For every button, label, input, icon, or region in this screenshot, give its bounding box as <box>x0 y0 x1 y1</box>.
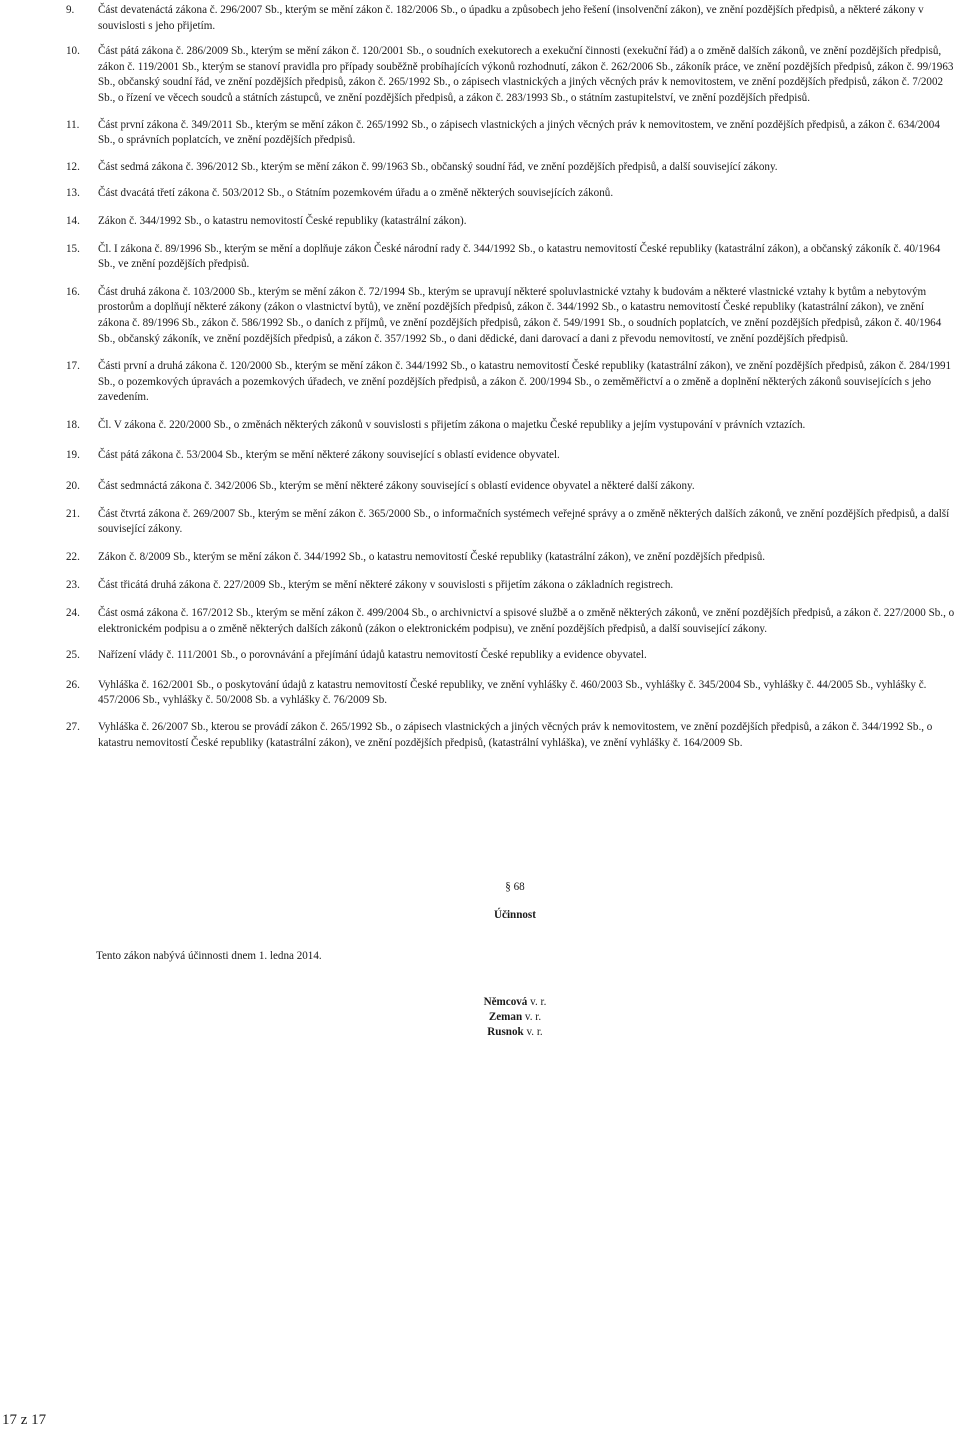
list-item <box>66 186 958 202</box>
item-number: 27. <box>66 721 80 733</box>
repealed-laws-list <box>66 3 958 751</box>
item-text: Nařízení vlády č. 111/2001 Sb., o porovnávání a přejímání údajů katastru nemovitostí České republiky a evidence obyvatel. <box>98 649 647 662</box>
item-text: Části první a druhá zákona č. 120/2000 Sb., kterým se mění zákon č. 344/1992 Sb., o katastru nemovitostí České republiky (katastrální zákon), ve znění pozdějších předpisů, zákon č. 284/1991 Sb., o pozemkových úpravách a pozemkových úřadech, ve znění pozdějších předpisů, a zákon č. 200/1994 Sb., o zeměměřictví a o změně a doplnění některých zákonů souvisejících s jeho zavedením. <box>98 360 952 404</box>
section-heading <box>440 880 590 923</box>
item-text: Část první zákona č. 349/2011 Sb., kterým se mění zákon č. 265/1992 Sb., o zápisech vlastnických a jiných věcných práv k nemovitostem, ve znění pozdějších předpisů, a zákon č. 634/2004 Sb., o správních poplatcích, ve znění pozdějších předpisů. <box>98 118 940 147</box>
item-text: Část pátá zákona č. 53/2004 Sb., kterým se mění některé zákony související s oblastí evidence obyvatel. <box>98 449 560 462</box>
item-number: 16. <box>66 285 80 298</box>
item-number: 11. <box>66 118 80 131</box>
item-text: Část osmá zákona č. 167/2012 Sb., kterým se mění zákon č. 499/2004 Sb., o archivnictví a spisové službě a o změně některých zákonů, ve znění pozdějších předpisů, a zákon č. 227/2000 Sb., o elektronickém podpisu a o změně některých dalších zákonů (zákon o elektronickém podpisu), ve znění pozdějších předpisů, a další související zákony. <box>98 607 955 635</box>
item-number: 25. <box>66 649 80 662</box>
item-text: Část devatenáctá zákona č. 296/2007 Sb., kterým se mění zákon č. 182/2006 Sb., o úpadku a způsobech jeho řešení (insolvenční zákon), ve znění pozdějších předpisů, a některé zákony v souvislosti s jeho přijetím. <box>98 4 924 32</box>
item-text: Vyhláška č. 162/2001 Sb., o poskytování údajů z katastru nemovitostí České republiky, ve znění vyhlášky č. 460/2003 Sb., vyhlášky č. 345/2004 Sb., vyhlášky č. 44/2005 Sb., vyhlášky č. 457/2006 Sb., vyhlášky č. 50/2008 Sb. a vyhlášky č. 76/2009 Sb. <box>98 678 927 707</box>
list-item <box>66 720 958 751</box>
item-text: Část sedmá zákona č. 396/2012 Sb., kterým se mění zákon č. 99/1963 Sb., občanský soudní řád, ve znění pozdějších předpisů, a další související zákony. <box>98 160 778 173</box>
item-text: Část čtvrtá zákona č. 269/2007 Sb., kterým se mění zákon č. 365/2000 Sb., o informačních systémech veřejné správy a o změně některých dalších zákonů, ve znění pozdějších předpisů, a další související zákony. <box>98 507 950 536</box>
list-item <box>66 678 958 709</box>
item-text: Část třicátá druhá zákona č. 227/2009 Sb., kterým se mění některé zákony v souvislosti s přijetím zákona o základních registrech. <box>98 579 674 592</box>
signatory-name: Zeman <box>488 1011 523 1023</box>
signatures-block <box>430 995 600 1040</box>
page-number: 17 z 17 <box>2 1412 47 1428</box>
list-item <box>66 214 958 230</box>
item-text: Část druhá zákona č. 103/2000 Sb., kterým se mění zákon č. 72/1994 Sb., kterým se upravují některé spoluvlastnické vztahy k budovám a některé vlastnické vztahy k bytům a nebytovým prostorům a doplňují některé zákony (zákon o vlastnictví bytů), ve znění pozdějších předpisů, zákon č. 344/1992 Sb., o katastru nemovitostí České republiky (katastrální zákon), ve znění zákona č. 89/1996 Sb., zákon č. 586/1992 Sb., o daních z příjmů, ve znění pozdějších předpisů, zákon č. 549/1991 Sb., o soudních poplatcích, ve znění pozdějších předpisů, zákon č. 40/1964 Sb., občanský zákoník, ve znění pozdějších předpisů, a zákon č. 357/1992 Sb., o dani dědické, dani darovací a dani z převodu nemovitostí, ve znění pozdějších předpisů. <box>98 285 942 345</box>
item-text: Část dvacátá třetí zákona č. 503/2012 Sb., o Státním pozemkovém úřadu a o změně některých souvisejících zákonů. <box>98 187 614 200</box>
item-number: 20. <box>66 480 80 493</box>
item-number: 24. <box>66 607 80 620</box>
signature-suffix: v. r. <box>523 1026 543 1038</box>
item-text: Vyhláška č. 26/2007 Sb., kterou se provádí zákon č. 265/1992 Sb., o zápisech vlastnických a jiných věcných práv k nemovitostem, ve znění pozdějších předpisů, a zákon č. 344/1992 Sb., o katastru nemovitostí České republiky (katastrální zákon), ve znění pozdějších předpisů, (katastrální vyhláška), ve znění vyhlášky č. 164/2009 Sb. <box>98 721 933 749</box>
list-item <box>66 606 958 637</box>
item-text: Zákon č. 8/2009 Sb., kterým se mění zákon č. 344/1992 Sb., o katastru nemovitostí České republiky (katastrální zákon), ve znění pozdějších předpisů. <box>98 550 766 563</box>
signature <box>430 1025 600 1040</box>
list-item <box>66 648 958 664</box>
section-title: Účinnost <box>494 909 536 921</box>
section-number: § 68 <box>505 881 525 893</box>
signature-suffix: v. r. <box>522 1011 542 1023</box>
list-item <box>66 285 958 347</box>
item-number: 13. <box>66 187 80 200</box>
list-item <box>66 44 958 106</box>
item-number: 19. <box>66 449 80 462</box>
item-number: 10. <box>66 45 80 58</box>
list-item <box>66 479 958 495</box>
list-item <box>66 118 958 149</box>
item-number: 23. <box>66 579 80 592</box>
list-item <box>66 359 958 406</box>
signature <box>430 1010 600 1025</box>
item-number: 17. <box>66 360 80 373</box>
item-text: Čl. V zákona č. 220/2000 Sb., o změnách některých zákonů v souvislosti s přijetím zákona o majetku České republiky a jejím vystupování v právních vztazích. <box>98 418 806 431</box>
list-item <box>66 448 958 464</box>
item-number: 15. <box>66 242 80 255</box>
list-item <box>66 160 958 176</box>
item-number: 9. <box>66 4 75 16</box>
list-item <box>66 578 958 594</box>
item-number: 14. <box>66 214 80 227</box>
signature <box>430 995 600 1010</box>
item-text: Část pátá zákona č. 286/2009 Sb., kterým se mění zákon č. 120/2001 Sb., o soudních exekutorech a exekuční činnosti (exekuční řád) a o změně dalších zákonů, ve znění pozdějších předpisů, zákon č. 119/2001 Sb., kterým se stanoví pravidla pro případy souběžně probíhajících výkonů rozhodnutí, zákon č. 262/2006 Sb., zákoník práce, ve znění pozdějších předpisů, zákon č. 99/1963 Sb., občanský soudní řád, ve znění pozdějších předpisů, zákon č. 265/1992 Sb., o zápisech vlastnických a jiných věcných práv k nemovitostem, ve znění pozdějších předpisů, zákon č. 7/2002 Sb., o řízení ve věcech soudců a státních zástupců, ve znění pozdějších předpisů, a zákon č. 283/1993 Sb., o státním zastupitelství, ve znění pozdějších předpisů. <box>98 45 954 104</box>
list-item <box>66 3 958 34</box>
item-number: 18. <box>66 418 80 431</box>
list-item <box>66 242 958 273</box>
item-text: Část sedmnáctá zákona č. 342/2006 Sb., kterým se mění některé zákony související s oblastí evidence obyvatel a některé další zákony. <box>98 480 695 493</box>
item-number: 26. <box>66 678 80 691</box>
item-text: Zákon č. 344/1992 Sb., o katastru nemovitostí České republiky (katastrální zákon). <box>98 214 467 227</box>
list-item <box>66 550 958 566</box>
item-number: 22. <box>66 550 80 563</box>
item-number: 21. <box>66 507 80 520</box>
item-number: 12. <box>66 160 80 173</box>
list-item <box>66 507 958 538</box>
effective-date-text: Tento zákon nabývá účinnosti dnem 1. ledna 2014. <box>96 950 322 962</box>
item-text: Čl. I zákona č. 89/1996 Sb., kterým se mění a doplňuje zákon České národní rady č. 344/1992 Sb., o katastru nemovitostí České republiky (katastrální zákon), a občanský zákoník č. 40/1964 Sb., ve znění pozdějších předpisů. <box>98 242 941 271</box>
signature-suffix: v. r. <box>527 996 547 1008</box>
signatory-name: Němcová <box>483 996 528 1008</box>
list-item <box>66 418 958 434</box>
signatory-name: Rusnok <box>487 1026 524 1038</box>
